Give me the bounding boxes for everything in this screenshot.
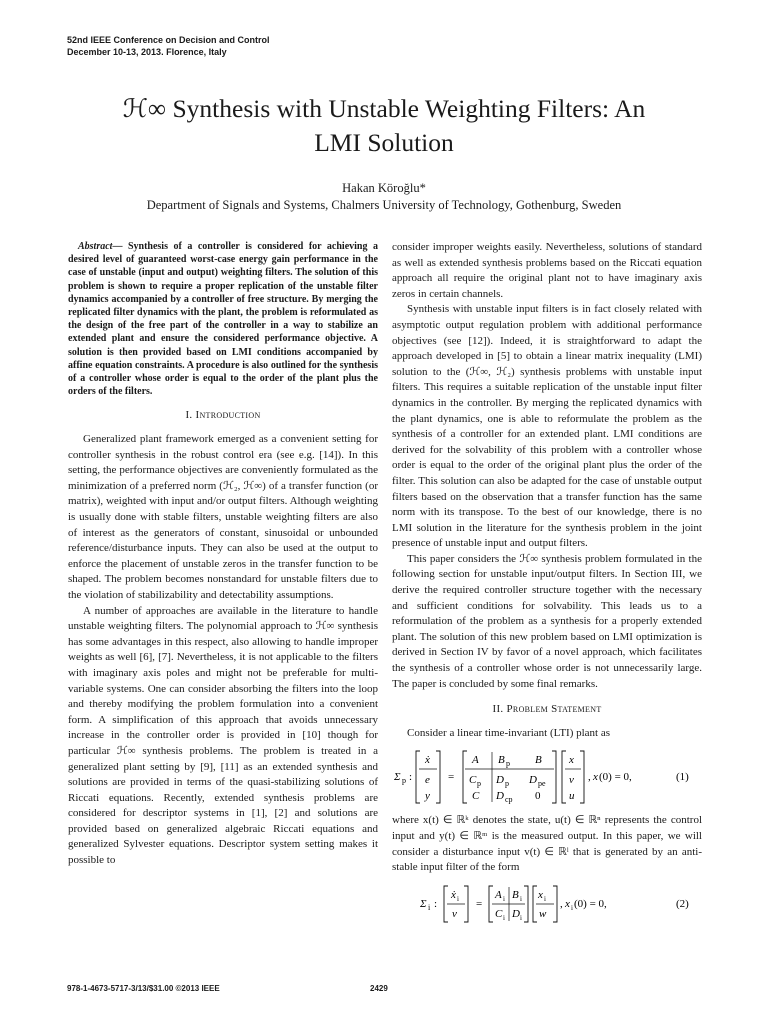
- equation-1: [392, 747, 702, 807]
- svg-text:,: ,: [588, 771, 591, 784]
- svg-text:i: i: [520, 913, 522, 922]
- svg-text:=: =: [476, 897, 483, 910]
- svg-text:(0) = 0,: (0) = 0,: [599, 771, 632, 784]
- right-column: [392, 240, 702, 932]
- svg-text:x: x: [538, 888, 543, 901]
- footer-copyright: 978-1-4673-5717-3/13/$31.00 ©2013 IEEE: [67, 984, 220, 993]
- problem-paragraph: where x(t) ∈ ℝᵏ denotes the state, u(t) ∈ ℝⁿ represents the control input and y(t) ∈ ℝᵐ is the measured output. In this paper, we will consider a disturbance input v(t) ∈ ℝˡ that is generated by an anti-stable input filter of the form: [392, 814, 702, 874]
- svg-text:cp: cp: [505, 795, 513, 805]
- svg-text:B: B: [535, 754, 542, 767]
- svg-text:i: i: [457, 894, 459, 903]
- paper-title: [40, 92, 728, 160]
- svg-text:i: i: [503, 913, 505, 922]
- svg-text:C: C: [472, 790, 480, 803]
- author-affiliation: Department of Signals and Systems, Chalmers University of Technology, Gothenburg, Sweden: [146, 198, 622, 212]
- svg-text:p: p: [506, 759, 510, 769]
- svg-text:D: D: [496, 774, 504, 787]
- svg-text:v: v: [569, 774, 574, 787]
- author-block: [40, 180, 728, 214]
- svg-text:p: p: [477, 779, 481, 789]
- svg-text:D: D: [529, 774, 537, 787]
- problem-intro: Consider a linear time-invariant (LTI) plant as: [407, 726, 611, 739]
- svg-text:C: C: [469, 774, 477, 787]
- svg-text:x: x: [565, 897, 570, 910]
- svg-text:i: i: [520, 894, 522, 903]
- page-number: 2429: [370, 984, 388, 993]
- svg-text:C: C: [495, 907, 503, 920]
- svg-text:0: 0: [535, 790, 541, 803]
- svg-text:D: D: [496, 790, 504, 803]
- svg-text:(0) = 0,: (0) = 0,: [574, 897, 607, 910]
- svg-text:p: p: [505, 779, 509, 789]
- svg-text:i: i: [503, 894, 505, 903]
- abstract-text: — Synthesis of a controller is considered for achieving a desired level of guaranteed worst-case energy gain performance in the case of unstable (input and output) weighting filters. The solution of this problem is shown to require a proper replication of the unstable filter dynamics accompanied by a controller of free structure. By merging the replicated filter dynamics with the plant, the problem is reformulated as the design of the free part of the controller in a way to stabilize an extended plant and ensure the considered performance objective. A solution is then provided based on LMI conditions accompanied by affine equation constraints. A procedure is also outlined for the synthesis of a controller whose order is equal to the order of the plant plus the orders of the filters.: [68, 241, 378, 398]
- svg-text:x: x: [593, 771, 598, 784]
- equation-1-graphic: [392, 747, 702, 807]
- svg-text::: :: [434, 897, 438, 910]
- intro-paragraph-1: Generalized plant framework emerged as a convenient setting for controller synthesis in the robust control era (see e.g. [14]). In this setting, the performance objectives are conveniently formulated as the minimization of a preferred norm (ℋ₂, ℋ∞) of a transfer function (or matrix), weighted with input and/or output filters. Although weighting is usually done with stable filters, unstable weighting filters are also of interest as the generators of constant, sinusoidal or unbounded reference/disturbance inputs. They can also be used at the output to enforce the placement of unstable zeros in the transfer function to be shaped. The problem becomes nonstandard for unstable filters due to the violation of stabilizability and detectability assumptions.: [68, 433, 378, 601]
- svg-text:ẋ: ẋ: [451, 888, 456, 901]
- svg-text:=: =: [448, 771, 455, 784]
- svg-text:y: y: [425, 790, 430, 803]
- svg-text:p: p: [402, 776, 406, 786]
- author-name: Hakan Köroğlu*: [342, 181, 426, 195]
- svg-text:i: i: [428, 902, 431, 912]
- svg-text:u: u: [569, 790, 575, 803]
- svg-text:A: A: [472, 754, 479, 767]
- abstract-label: Abstract: [78, 241, 113, 252]
- title-line-2: LMI Solution: [314, 128, 454, 157]
- equation-2-graphic: [392, 882, 702, 926]
- equation-2-number: (2): [676, 897, 689, 910]
- svg-text:B: B: [512, 888, 519, 901]
- left-column: [68, 240, 378, 869]
- svg-text:,: ,: [560, 897, 563, 910]
- intro-paragraph-2: A number of approaches are available in the literature to handle unstable weighting filters. The polynomial approach to ℋ∞ synthesis has some advantages in this respect, also allowing to handle improper weights as well [6], [7]. Nevertheless, it is not applicable to the filters with imaginary axis poles and might not be preferable for multi-variable systems. One can consider absorbing the filters into the loop and thereby modifying the problem formulation into a convenient form. A simplification of this approach that avoids unnecessary increase in the controller order is provided in [10] though for particular ℋ∞ synthesis problems. The problem is treated in a generalized plant setting by [9], [11] as an extended synthesis and solutions are provided in terms of the quasi-stabilizing solutions of Riccati equations. Recently, extended synthesis problems are considered for descriptor systems in [1], [2] and solutions are provided based on generalized algebraic Riccati equations and generalized Sylvester equations. Descriptor system setting makes it possible to: [68, 604, 378, 867]
- svg-text:Σ: Σ: [420, 897, 427, 910]
- intro-paragraph-3: Synthesis with unstable input filters is in fact closely related with asymptotic output regulation problem with additional performance objectives (see [12]). Indeed, it is straightforward to adapt the approach developed in [5] to obtain a linear matrix inequality (LMI) solution to the (ℋ∞, ℋ₂) synthesis problems with unstable input filters. This requires a suitable replication of the unstable input filter dynamics in the controller. By merging the replicated dynamics with the plant dynamics, one is able to reformulate the problem as the synthesis of a controller for an extended plant. LMI conditions are derived for the solvability of this problem with a controller whose order is equal to the order of the original plant plus the order of the filter. This solution can also be adapted for the case of unstable output filters based on the observation that a transfer function has the same norm with its transpose. To the best of our knowledge, there is no LMI solution in the literature for the synthesis problem in the joint presence of unstable input and output filters.: [392, 303, 702, 550]
- svg-text:i: i: [571, 903, 573, 912]
- svg-text:B: B: [498, 754, 505, 767]
- intro-paragraph-4: This paper considers the ℋ∞ synthesis problem formulated in the following section for unstable input/output filters. In Section III, we derive the required controller structure together with the necessary and sufficient conditions for solvability. This leads us to a reformulation of the problem as a synthesis for a properly extended plant. The solution of this new problem based on LMI optimization is derived in Section IV by favor of a novel approach, which facilitates the synthesis of a controller whose order is not unnecessarily large. The paper is concluded by some final remarks.: [392, 552, 702, 690]
- equation-1-number: (1): [676, 771, 689, 784]
- svg-text:e: e: [425, 774, 430, 787]
- svg-text:v: v: [452, 907, 457, 920]
- svg-text:i: i: [544, 894, 546, 903]
- svg-text:A: A: [495, 888, 502, 901]
- svg-text:Σ: Σ: [394, 771, 401, 784]
- svg-text:pe: pe: [538, 779, 546, 789]
- svg-text::: :: [409, 771, 413, 784]
- conference-date-place: December 10-13, 2013. Florence, Italy: [67, 47, 227, 57]
- conference-header: [67, 34, 270, 58]
- svg-text:D: D: [512, 907, 520, 920]
- conference-name: 52nd IEEE Conference on Decision and Control: [67, 35, 270, 45]
- title-line-1: ℋ∞ Synthesis with Unstable Weighting Filters: An: [122, 94, 646, 123]
- section-heading-problem-statement: II. Problem Statement: [492, 703, 602, 716]
- svg-text:x: x: [569, 754, 574, 767]
- abstract: [68, 240, 378, 398]
- svg-text:w: w: [539, 907, 547, 920]
- intro-paragraph-continued: consider improper weights easily. Nevertheless, solutions of standard as well as extended synthesis problems based on the Riccati equation approach all require the original plant not to have imaginary axis zeros in certain channels.: [392, 241, 702, 300]
- equation-2: [392, 882, 702, 926]
- svg-text:ẋ: ẋ: [425, 754, 430, 767]
- section-heading-introduction: I. Introduction: [185, 409, 261, 422]
